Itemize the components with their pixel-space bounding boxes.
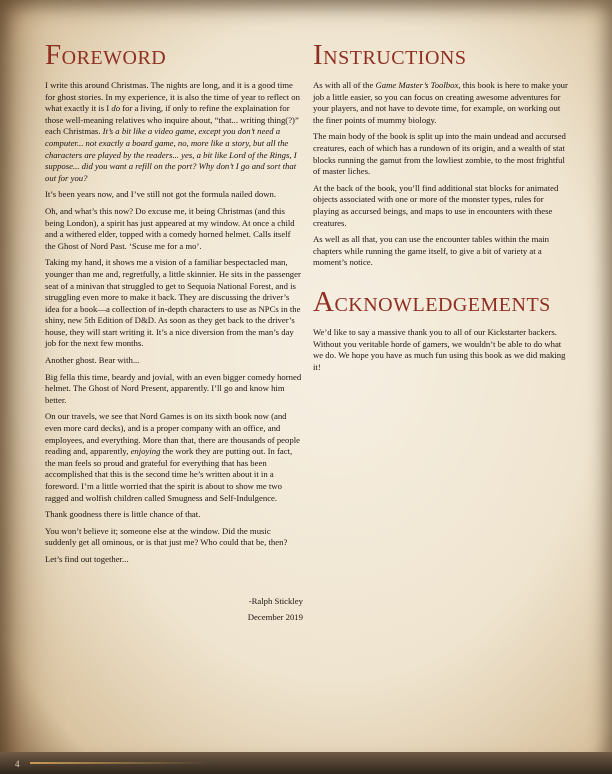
- instructions-paragraph: As well as all that, you can use the encounter tables within the main chapters while running the game itself, to give a bit of variety at a moment’s notice.: [313, 234, 549, 268]
- acknowledgements-heading: Acknowledgements: [313, 285, 551, 318]
- signature: -Ralph Stickley: [248, 595, 303, 606]
- foreword-paragraph: Oh, and what’s this now? Do excuse me, it being Christmas (and this being London), a spirit has just appeared at my window. At once a child and a withered elder, topped with a comedy horned helmet. Calls itself the Ghost of Nord Past. ‘Scuse me for a mo’.: [45, 205, 295, 251]
- foreword-heading: Foreword: [45, 39, 167, 71]
- foreword-paragraph: Thank goodness there is little chance of that.: [45, 509, 201, 520]
- footer-ornament: [30, 762, 210, 764]
- foreword-paragraph: [45, 80, 303, 184]
- right-column: [313, 40, 568, 378]
- text: the work they are putting out. In fact, the man feels so proud and grateful for everything that has been accomplished that this is the second time he’s written about it in a foreword. I’m a little worried that the spirit is about to show me two ragged and wolfish children called Smugness and Self-Indulgence.: [45, 446, 293, 503]
- foreword-paragraph: Big fella this time, beardy and jovial, with an even bigger comedy horned helmet. The Ghost of Nord Present, apparently. I’ll go and know him better.: [45, 371, 302, 405]
- instructions-paragraph: The main body of the book is split up into the main undead and accursed creatures, each of which has a rundown of its origin, and a wealth of stat blocks running the gamut from the lowliest zombie, to the most frightful of master liches.: [313, 131, 566, 177]
- instructions-paragraph: [313, 80, 568, 126]
- page-footer: [0, 752, 612, 774]
- text: As with all of the: [313, 80, 376, 90]
- foreword-paragraph: You won’t believe it; someone else at the window. Did the music suddenly get all ominous, or is that just me? Who could that be, then?: [45, 525, 288, 548]
- instructions-heading: Instructions: [313, 39, 467, 71]
- foreword-paragraph: Taking my hand, it shows me a vision of a familiar bespectacled man, younger than me and, regretfully, a little skinnier. He sits in the passenger seat of a minivan that struggled to get to Sequoia National Forest, and is struggling even more to make it back. They are discussing the driver’s idea for a book—a collection of in-depth characters to use as NPCs in the shiny, new 5th Edition of D&D. As soon as they get back to the driver’s house, they will start writing it. It’s a nice diversion from the man’s day job for the next few months.: [45, 257, 301, 349]
- text: , this book is here to make your job a little easier, so you can focus on creating awesome adventures for your players, and not have to devote time, for example, on working out the finer points of mummy biology.: [313, 80, 568, 125]
- date: December 2019: [247, 612, 303, 623]
- acknowledgements-paragraph: We’d like to say a massive thank you to all of our Kickstarter backers. Without you veritable horde of gamers, we wouldn’t be able to do what we do. We hope you have as much fun using this book as we did making it!: [313, 326, 566, 372]
- text: On our travels, we see that Nord Games is on its sixth book now (and even more card decks), and is a proper company with an office, and employees, and everything. More than that, there are thousands of people reading and, apparently,: [45, 411, 300, 457]
- foreword-paragraph: Let’s find out together...: [45, 553, 129, 564]
- text: I write this around Christmas. The nights are long, and it is a good time for ghost stories. In my experience, it is also the time of year to reflect on what exactly it is I: [45, 80, 300, 114]
- foreword-column: [45, 40, 303, 629]
- foreword-paragraph: Another ghost. Bear with...: [45, 355, 140, 366]
- foreword-paragraph: [45, 411, 303, 504]
- page-number: 4: [15, 759, 20, 769]
- emphasis: It’s a bit like a video game, except you don’t need a computer... not exactly a board game, no, more like a story, but all the characters are played by the readers... yes, a bit like Lord of the Rings, I suppose... did you want a refill on the port? Why don’t I go and sort that out for you?: [45, 126, 297, 183]
- emphasis: enjoying: [130, 446, 161, 457]
- text: for a living, if only to refine the explaination for those well-meaning relatives who inquire about, “that... writing thing(?)” each Christmas.: [45, 103, 299, 137]
- emphasis: do: [111, 103, 121, 114]
- instructions-paragraph: At the back of the book, you’ll find additional stat blocks for animated objects associated with one or more of the monster types, rules for playing as accursed beings, and maps to use in encounters with these creatures.: [313, 182, 559, 228]
- book-title: Game Master’s Toolbox: [375, 80, 459, 90]
- foreword-paragraph: It’s been years now, and I’ve still not got the formula nailed down.: [45, 189, 277, 200]
